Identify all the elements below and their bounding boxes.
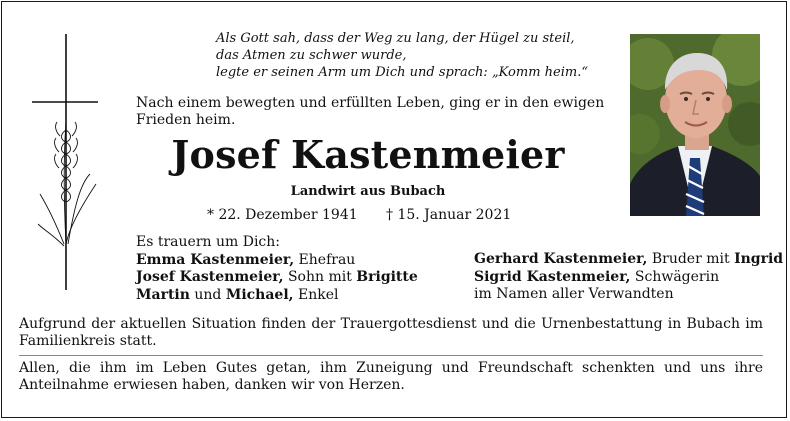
thanks-notice: Allen, die ihm im Leben Gutes getan, ihm Zuneigung und Freundschaft schenkten und uns ihre Anteilnahme erwiesen haben, danken wir von Herzen. <box>19 360 763 393</box>
deceased-name: Josef Kastenmeier <box>171 132 565 177</box>
poem <box>216 30 616 81</box>
mourners-left <box>136 234 456 304</box>
mourner-name: Martin <box>136 286 190 303</box>
mourner-relation: im Namen aller Verwandten <box>474 286 674 302</box>
ceremony-notice: Aufgrund der aktuellen Situation finden der Trauergottesdienst und die Urnenbestattung in Bubach im Familienkreis statt. <box>19 316 763 349</box>
mourner-name: Gerhard Kastenmeier, <box>474 251 648 267</box>
cross-with-wheat-icon <box>30 34 102 290</box>
mourner-row <box>136 252 456 270</box>
mourner-partner: Michael, <box>225 286 294 303</box>
birth-date: * 22. Dezember 1941 <box>207 207 358 223</box>
mourner-name: Josef Kastenmeier, <box>136 269 284 285</box>
divider <box>19 355 763 356</box>
mourner-name: Sigrid Kastenmeier, <box>474 268 631 285</box>
portrait-photo <box>630 34 760 216</box>
mourner-row <box>474 286 774 304</box>
mourner-relation: Schwägerin <box>630 268 720 285</box>
portrait-illustration <box>630 34 760 216</box>
obituary-card <box>1 1 787 418</box>
mourner-relation: und <box>189 286 226 303</box>
mourner-relation: Bruder mit <box>647 251 735 267</box>
death-date: † 15. Januar 2021 <box>386 207 512 223</box>
mourner-row <box>474 269 774 287</box>
mourner-row <box>474 251 784 269</box>
mourner-partner: Ingrid <box>734 251 784 267</box>
mourner-suffix: Enkel <box>293 286 339 303</box>
intro-text: Nach einem bewegten und erfüllten Leben, ging er in den ewigen Frieden heim. <box>136 95 605 128</box>
poem-line: das Atmen zu schwer wurde, <box>216 48 407 63</box>
poem-line: legte er seinen Arm um Dich und sprach: „Komm heim.“ <box>216 65 588 80</box>
mourner-row <box>136 269 456 287</box>
deceased-subtitle: Landwirt aus Bubach <box>290 184 446 199</box>
mourner-relation: Sohn mit <box>283 269 357 285</box>
mourners-heading: Es trauern um Dich: <box>136 234 280 250</box>
mourner-relation: Ehefrau <box>294 251 356 268</box>
mourner-partner: Brigitte <box>356 269 418 285</box>
mourner-row <box>136 287 456 305</box>
poem-line: Als Gott sah, dass der Weg zu lang, der Hügel zu steil, <box>216 31 575 46</box>
mourners-right <box>474 251 784 304</box>
mourner-name: Emma Kastenmeier, <box>136 251 295 268</box>
